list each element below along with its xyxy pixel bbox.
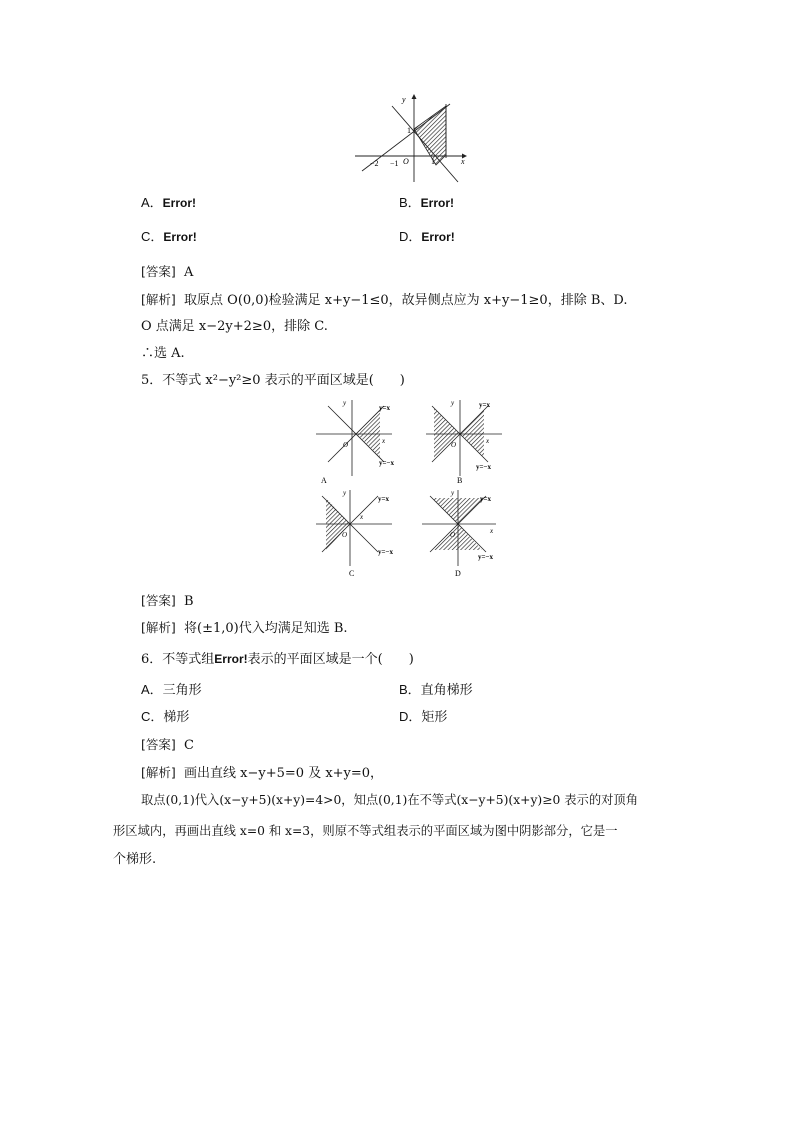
q6-analysis-line3: 形区域内，再画出直线 x=0 和 x=3，则原不等式组表示的平面区域为图中阴影部分，它是一: [113, 824, 618, 838]
q5-stem: 5．不等式 x²−y²≥0 表示的平面区域是( ): [141, 373, 405, 388]
q5-answer: [答案] B: [141, 593, 194, 609]
q6-option-a: A．三角形: [141, 682, 202, 698]
x-label: x: [490, 527, 494, 535]
line1-label: y=x: [379, 404, 390, 412]
q6-option-c: C．梯形: [141, 709, 190, 725]
q4-option-c: C．Error!: [141, 229, 197, 244]
line1-label: y=x: [378, 495, 389, 503]
q6-analysis-line4: 个梯形.: [113, 852, 157, 867]
q5-figure-a: [312, 396, 402, 488]
q6-answer: [答案] C: [141, 737, 194, 753]
q6-option-b: B．直角梯形: [399, 682, 473, 698]
figure-label: A: [321, 476, 327, 485]
line1-label: y=x: [479, 401, 490, 409]
line2-label: y=−x: [476, 463, 491, 471]
q5-figure-b: [422, 396, 512, 488]
line2-label: y=−x: [378, 548, 393, 556]
q6-option-d: D．矩形: [399, 709, 448, 725]
x-label: x: [486, 437, 490, 445]
tick-neg2: −2: [370, 159, 379, 168]
figure-label: C: [349, 569, 355, 578]
y-label: y: [343, 399, 347, 407]
line2-label: y=−x: [379, 459, 394, 467]
x-label: x: [382, 437, 386, 445]
q6-analysis-line1: [解析] 画出直线 x−y+5=0 及 x+y=0，: [141, 765, 384, 781]
tick-1-x: 1: [431, 157, 435, 166]
figure-label: D: [455, 569, 461, 578]
q4-answer: [答案] A: [141, 264, 194, 280]
q4-option-b: B．Error!: [399, 195, 455, 210]
y-label: y: [343, 489, 347, 497]
origin-label: O: [450, 531, 456, 539]
y-label: y: [451, 489, 455, 497]
y-axis-arrow: [412, 94, 417, 99]
q6-stem: 6．不等式组Error!表示的平面区域是一个( ): [141, 652, 414, 667]
line1-label: y=x: [480, 495, 491, 503]
line2-label: y=−x: [478, 553, 493, 561]
q5-figure-d: [418, 486, 510, 580]
y-label: y: [451, 399, 455, 407]
tick-neg1: −1: [390, 159, 399, 168]
q4-analysis-line1: [解析] 取原点 O(0,0)检验满足 x+y−1≤0，故异侧点应为 x+y−1≥0，排除 B、D.: [141, 292, 628, 308]
origin-label: O: [403, 157, 409, 166]
line-x-plus-y-minus-1: [392, 106, 458, 182]
q4-analysis-line3: ∴选 A.: [141, 346, 185, 361]
q4-option-a: A．Error!: [141, 195, 197, 210]
x-axis-label: x: [461, 157, 465, 166]
x-label: x: [360, 513, 364, 521]
tick-1-y: 1: [407, 126, 411, 135]
figure-label: B: [457, 476, 463, 485]
top-figure: [350, 92, 475, 184]
q5-figure-c: [312, 486, 408, 580]
q4-analysis-line2: O 点满足 x−2y+2≥0，排除 C.: [141, 319, 328, 334]
origin-label: O: [451, 441, 457, 449]
origin-label: O: [343, 441, 349, 449]
origin-label: O: [342, 531, 348, 539]
q5-analysis: [解析] 将(±1,0)代入均满足知选 B.: [141, 620, 348, 636]
q6-analysis-line2: 取点(0,1)代入(x−y+5)(x+y)=4>0，知点(0,1)在不等式(x−y+5)(x+y)≥0 表示的对顶角: [141, 793, 639, 807]
y-axis-label: y: [402, 95, 406, 104]
q4-option-d: D．Error!: [399, 229, 455, 244]
